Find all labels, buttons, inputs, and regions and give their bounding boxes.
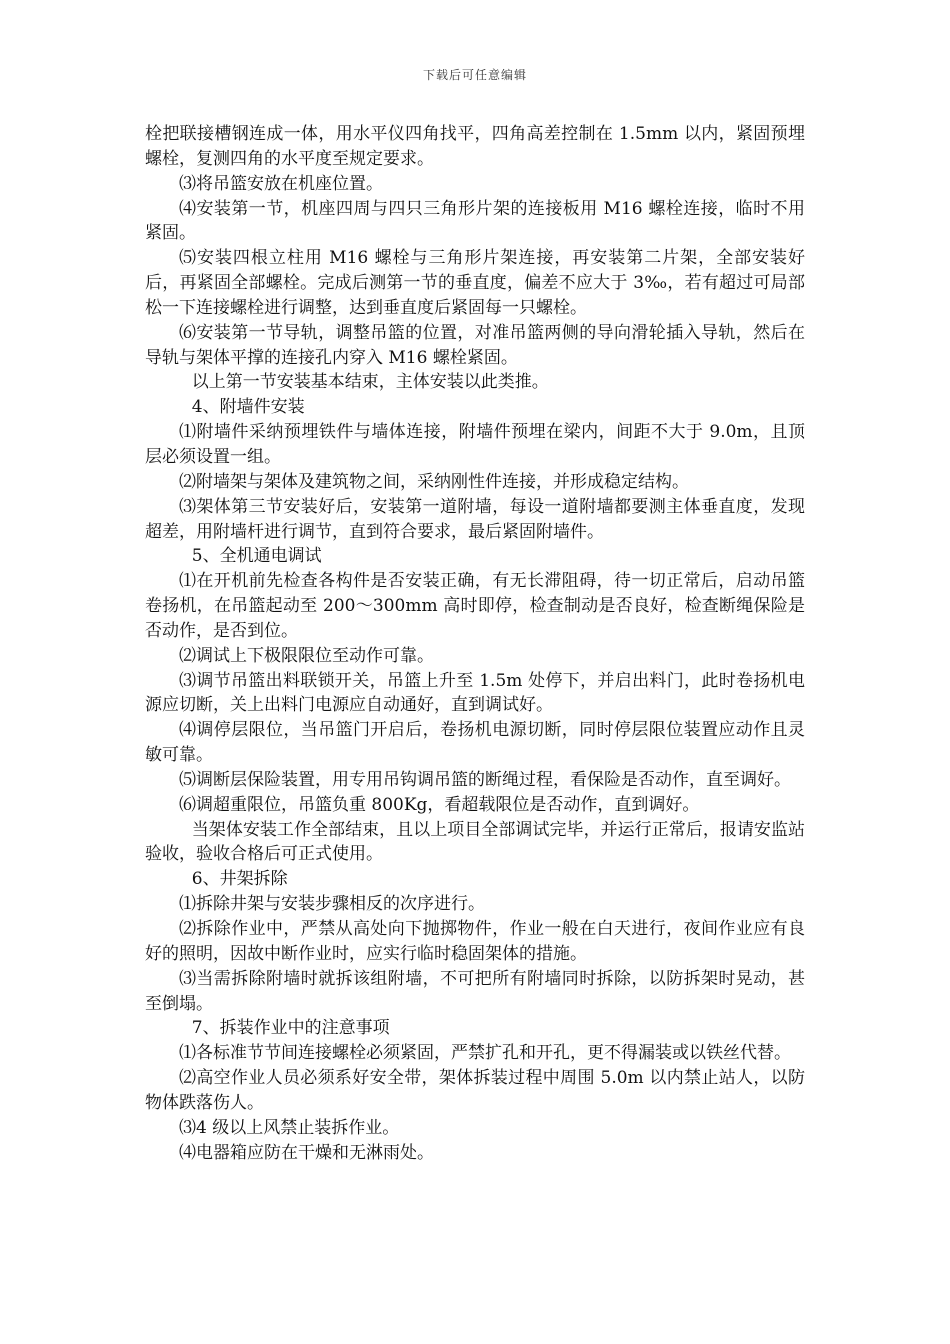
paragraph: 栓把联接槽钢连成一体，用水平仪四角找平，四角高差控制在 1.5mm 以内，紧固预埋螺栓，复测四角的水平度至规定要求。 — [145, 124, 805, 169]
paragraph: ⑴附墙件采纳预埋铁件与墙体连接，附墙件预埋在梁内，间距不大于 9.0m，且顶层必须设置一组。 — [145, 422, 805, 467]
paragraph: ⑶架体第三节安装好后，安装第一道附墙，每设一道附墙都要测主体垂直度，发现超差，用附墙杆进行调节，直到符合要求，最后紧固附墙件。 — [145, 496, 805, 542]
paragraph: ⑵附墙架与架体及建筑物之间，采纳刚性件连接，并形成稳定结构。 — [179, 471, 689, 492]
paragraph: ⑵拆除作业中，严禁从高处向下抛掷物件，作业一般在白天进行，夜间作业应有良好的照明，因故中断作业时，应实行临时稳固架体的措施。 — [145, 919, 805, 964]
paragraph: ⑸安装四根立柱用 M16 螺栓与三角形片架连接，再安装第二片架，全部安装好后，再紧固全部螺栓。完成后测第一节的垂直度，偏差不应大于 3‰，若有超过可局部松一下连接螺栓进行调整，达到垂直度后紧固每一只螺栓。 — [145, 248, 805, 318]
paragraph: ⑷安装第一节，机座四周与四只三角形片架的连接板用 M16 螺栓连接，临时不用紧固。 — [145, 198, 805, 244]
paragraph: ⑵调试上下极限限位至动作可靠。 — [179, 645, 434, 666]
paragraph: ⑴拆除井架与安装步骤相反的次序进行。 — [179, 894, 485, 915]
paragraph: ⑶调节吊篮出料联锁开关，吊篮上升至 1.5m 处停下，并启出料门，此时卷扬机电源应切断，关上出料门电源应自动通好，直到调试好。 — [145, 670, 805, 716]
paragraph: ⑶4 级以上风禁止装拆作业。 — [179, 1117, 400, 1138]
section-heading: 4、附墙件安装 — [191, 397, 305, 418]
section-heading: 5、全机通电调试 — [191, 546, 322, 567]
paragraph: ⑸调断层保险装置，用专用吊钩调吊篮的断绳过程，看保险是否动作，直至调好。 — [179, 769, 791, 790]
paragraph: ⑹安装第一节导轨，调整吊篮的位置，对准吊篮两侧的导向滑轮插入导轨，然后在导轨与架体平撑的连接孔内穿入 M16 螺栓紧固。 — [145, 322, 805, 368]
paragraph: ⑶将吊篮安放在机座位置。 — [179, 173, 383, 194]
paragraph: ⑶当需拆除附墙时就拆该组附墙，不可把所有附墙同时拆除，以防拆架时晃动，甚至倒塌。 — [145, 968, 805, 1014]
section-heading: 7、拆装作业中的注意事项 — [191, 1018, 390, 1039]
paragraph: ⑴各标准节节间连接螺栓必须紧固，严禁扩孔和开孔，更不得漏装或以铁丝代替。 — [179, 1043, 791, 1064]
section-heading: 6、井架拆除 — [191, 869, 288, 890]
paragraph: 当架体安装工作全部结束，且以上项目全部调试完毕，并运行正常后，报请安监站验收，验收合格后可正式使用。 — [145, 819, 805, 865]
document-body — [145, 122, 805, 1165]
page-header: 下载后可任意编辑 — [422, 68, 527, 82]
paragraph: ⑴在开机前先检查各构件是否安装正确，有无长滞阻碍，待一切正常后，启动吊篮卷扬机，在吊篮起动至 200～300mm 高时即停，检查制动是否良好，检查断绳保险是否动作，是否到位。 — [145, 571, 805, 641]
paragraph: ⑹调超重限位，吊篮负重 800Kg，看超载限位是否动作，直到调好。 — [179, 794, 700, 815]
paragraph: ⑷调停层限位，当吊篮门开启后，卷扬机电源切断，同时停层限位装置应动作且灵敏可靠。 — [145, 720, 805, 766]
paragraph: 以上第一节安装基本结束，主体安装以此类推。 — [191, 372, 549, 393]
paragraph: ⑷电器箱应防在干燥和无淋雨处。 — [179, 1142, 434, 1163]
paragraph: ⑵高空作业人员必须系好安全带，架体拆装过程中周围 5.0m 以内禁止站人，以防物体跌落伤人。 — [145, 1068, 805, 1113]
